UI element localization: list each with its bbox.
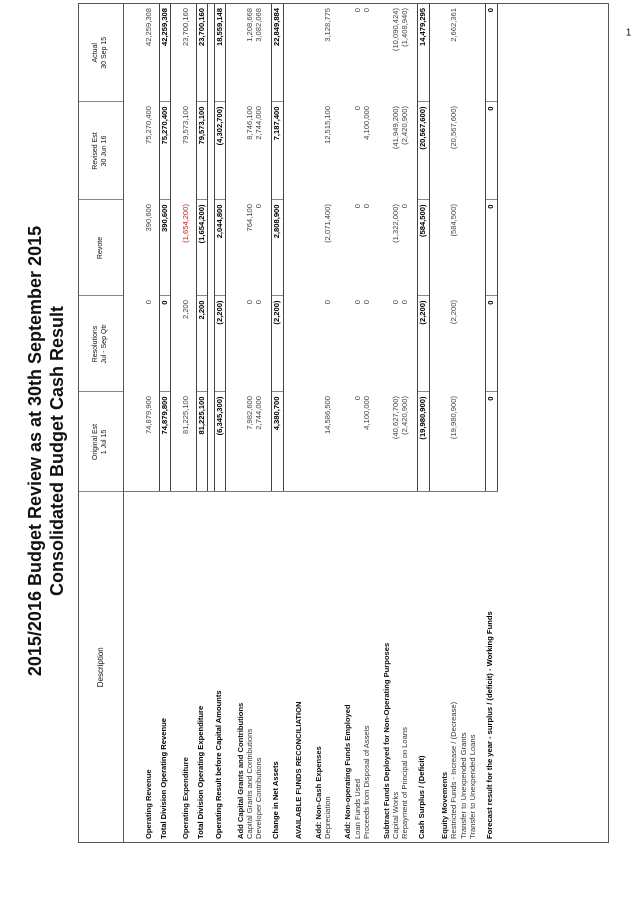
cell: (10,090,424) xyxy=(391,8,401,52)
cell: (41,949,200) xyxy=(391,106,401,150)
cell: 0 xyxy=(352,300,362,305)
cell: 2,200 xyxy=(196,296,207,392)
row-operating-expenditure xyxy=(170,4,190,842)
cell: (19,980,900) xyxy=(417,392,429,492)
header-original-est xyxy=(79,392,123,492)
row-add-non-op-heading xyxy=(333,4,353,842)
label-change-in-net-assets: Change in Net Assets xyxy=(271,492,283,842)
row-repayment-loans xyxy=(400,4,409,842)
row-available-funds xyxy=(283,4,303,842)
label-capital-grants: Capital Grants and Contributions xyxy=(245,492,254,842)
cell: 79,573,100 xyxy=(196,102,207,200)
cell: (1,322,000) xyxy=(391,204,401,243)
label-loan-funds-used: Loan Funds Used xyxy=(353,492,362,842)
cell: 0 xyxy=(352,396,362,401)
cell: 3,128,775 xyxy=(323,8,333,42)
header-revote: Revote xyxy=(79,200,123,296)
row-subtract-heading xyxy=(371,4,391,842)
cell: 2,744,000 xyxy=(254,396,264,430)
cell: 0 xyxy=(400,204,410,209)
cell: 42,259,308 xyxy=(159,4,170,102)
cell: 2,200 xyxy=(180,300,190,320)
cell: (20,567,600) xyxy=(449,106,459,150)
cell: 0 xyxy=(361,8,371,13)
cell: 0 xyxy=(361,300,371,305)
header-row xyxy=(79,4,123,842)
row-add-capital-heading xyxy=(225,4,245,842)
row-total-div-op-revenue xyxy=(159,4,170,842)
cell: 390,600 xyxy=(143,204,153,232)
label-repayment-loans: Repayment of Principal on Loans xyxy=(400,492,409,842)
cell: 0 xyxy=(245,300,254,305)
cell: 81,225,100 xyxy=(180,396,190,435)
cell: 7,187,400 xyxy=(271,102,283,200)
cell: 0 xyxy=(391,300,401,305)
header-resolutions-line1: Resolutions xyxy=(92,325,100,363)
cell: 0 xyxy=(485,392,497,492)
cell: 74,879,800 xyxy=(159,392,170,492)
header-revised-est-line1: Revised Est xyxy=(92,132,100,170)
label-available-funds: AVAILABLE FUNDS RECONCILIATION xyxy=(283,492,303,842)
cell: (2,420,900) xyxy=(400,106,410,145)
row-forecast-result xyxy=(485,4,497,842)
cell: 2,744,000 xyxy=(254,106,264,140)
label-proceeds-disposal: Proceeds from Disposal of Assets xyxy=(362,492,371,842)
cell: 0 xyxy=(159,296,170,392)
cell: 14,479,295 xyxy=(417,4,429,102)
label-forecast-result: Forecast result for the year - surplus / (deficit) - Working Funds xyxy=(485,492,497,842)
header-resolutions xyxy=(79,296,123,392)
cell: 2,662,361 xyxy=(449,8,459,42)
label-total-div-op-expenditure: Total Division Operating Expenditure xyxy=(196,492,207,842)
label-operating-expenditure: Operating Expenditure xyxy=(170,492,190,842)
cell: 764,100 xyxy=(245,204,254,232)
row-add-non-cash-heading xyxy=(303,4,323,842)
budget-table xyxy=(79,4,498,842)
page-number xyxy=(618,0,636,902)
header-resolutions-line2: Jul - Sep Qtr xyxy=(100,324,108,364)
label-developer-contributions: Developer Contributions xyxy=(254,492,263,842)
header-revised-est-line2: 30 Jun 16 xyxy=(100,135,108,167)
row-proceeds-disposal xyxy=(362,4,371,842)
row-capital-grants xyxy=(245,4,254,842)
cell: 14,586,500 xyxy=(323,396,333,435)
label-equity-heading: Equity Movements xyxy=(429,492,449,842)
label-cash-surplus: Cash Surplus / (Deficit) xyxy=(417,492,429,842)
cell: 74,879,900 xyxy=(143,396,153,435)
cell: 0 xyxy=(361,204,371,209)
row-capital-works xyxy=(391,4,400,842)
label-add-capital-heading: Add Capital Grants and Contributions xyxy=(225,492,245,842)
cell: 81,225,100 xyxy=(196,392,207,492)
cell: 4,100,000 xyxy=(361,106,371,140)
cell: 0 xyxy=(485,102,497,200)
cell: 8,746,100 xyxy=(245,106,254,140)
cell: 79,573,100 xyxy=(180,106,190,145)
cell: 0 xyxy=(400,300,410,305)
cell: (2,420,900) xyxy=(400,396,410,435)
cell: 0 xyxy=(485,4,497,102)
cell: 0 xyxy=(352,106,362,111)
cell: (2,071,400) xyxy=(323,204,333,243)
cell: 2,808,900 xyxy=(271,200,283,296)
header-original-est-line2: 1 Jul 15 xyxy=(100,429,108,455)
cell: 75,270,400 xyxy=(159,102,170,200)
cell: (584,500) xyxy=(417,200,429,296)
cell: 7,982,600 xyxy=(245,396,254,430)
label-op-result-before-capital: Operating Result before Capital Amounts xyxy=(214,492,225,842)
cell: (6,345,300) xyxy=(214,392,225,492)
row-operating-revenue xyxy=(123,4,153,842)
cell: 0 xyxy=(352,204,362,209)
cell: 0 xyxy=(352,8,362,13)
report-subtitle: Consolidated Budget Cash Result xyxy=(47,305,67,597)
cell: (1,654,200) xyxy=(180,204,190,243)
cell: (2,200) xyxy=(417,296,429,392)
page-number-text: 1 xyxy=(625,27,632,39)
cell: 0 xyxy=(485,296,497,392)
row-restricted-funds xyxy=(449,4,458,842)
header-actual-line2: 30 Sep 15 xyxy=(100,36,108,69)
row-transfer-unexpended-loans xyxy=(468,4,477,842)
cell: 0 xyxy=(323,300,333,305)
label-operating-revenue: Operating Revenue xyxy=(123,492,153,842)
label-transfer-unexpended-grants: Transfer to Unexpended Grants xyxy=(459,492,468,842)
cell: (2,200) xyxy=(449,300,459,325)
cell: (2,200) xyxy=(271,296,283,392)
row-change-in-net-assets xyxy=(271,4,283,842)
label-total-div-op-revenue: Total Division Operating Revenue xyxy=(159,492,170,842)
label-add-non-op-heading: Add: Non-operating Funds Employed xyxy=(333,492,353,842)
header-actual xyxy=(79,4,123,102)
row-developer-contributions xyxy=(254,4,263,842)
header-description: Description xyxy=(79,492,123,842)
row-op-result-before-capital xyxy=(214,4,225,842)
cell: (20,567,600) xyxy=(417,102,429,200)
label-add-non-cash-heading: Add: Non-Cash Expenses xyxy=(303,492,323,842)
cell: (1,654,200) xyxy=(196,200,207,296)
cell: 23,700,160 xyxy=(196,4,207,102)
row-equity-heading xyxy=(429,4,449,842)
cell: 2,044,800 xyxy=(214,200,225,296)
cell: 12,515,100 xyxy=(323,106,333,145)
label-depreciation: Depreciation xyxy=(323,492,332,842)
row-cash-surplus xyxy=(417,4,429,842)
cell: 23,700,160 xyxy=(180,8,190,47)
cell: 1,208,668 xyxy=(245,8,254,42)
label-restricted-funds: Restricted Funds - Increase / (Decrease) xyxy=(449,492,458,842)
cell: (40,627,700) xyxy=(391,396,401,440)
cell: 0 xyxy=(254,204,264,209)
cell: 0 xyxy=(143,300,153,305)
cell: 75,270,400 xyxy=(143,106,153,145)
cell: 3,082,068 xyxy=(254,8,264,42)
label-subtract-heading: Subtract Funds Deployed for Non-Operating Purposes xyxy=(371,492,391,842)
cell: 390,600 xyxy=(159,200,170,296)
report-title: 2015/2016 Budget Review as at 30th September 2015 xyxy=(25,225,45,677)
cell: 0 xyxy=(254,300,264,305)
header-original-est-line1: Original Est xyxy=(92,423,100,461)
cell: (584,500) xyxy=(449,204,459,237)
cell: (2,200) xyxy=(214,296,225,392)
cell: 0 xyxy=(485,200,497,296)
cell: (1,408,940) xyxy=(400,8,410,47)
header-actual-line1: Actual xyxy=(92,43,100,63)
cell: 4,380,700 xyxy=(271,392,283,492)
cell: 42,259,308 xyxy=(143,8,153,47)
row-transfer-unexpended-grants xyxy=(459,4,468,842)
row-total-div-op-expenditure xyxy=(196,4,207,842)
cell: 22,849,884 xyxy=(271,4,283,102)
label-transfer-unexpended-loans: Transfer to Unexpended Loans xyxy=(468,492,477,842)
cell: (4,302,700) xyxy=(214,102,225,200)
cell: 18,559,148 xyxy=(214,4,225,102)
cell: 4,100,000 xyxy=(361,396,371,430)
row-loan-funds-used xyxy=(353,4,362,842)
cell: (19,980,900) xyxy=(449,396,459,440)
header-revised-est xyxy=(79,102,123,200)
row-depreciation xyxy=(323,4,332,842)
label-capital-works: Capital Works xyxy=(391,492,400,842)
